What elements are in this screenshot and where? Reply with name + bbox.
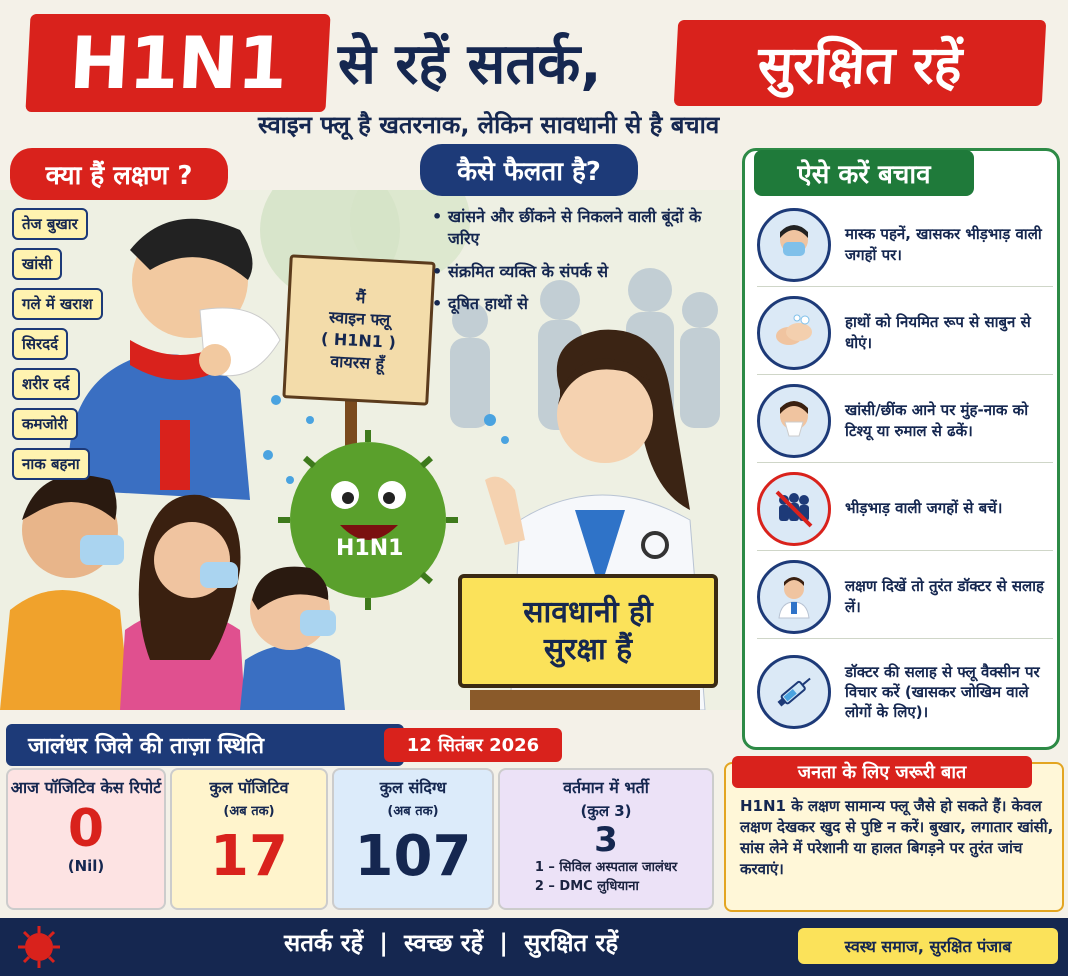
hospital-item: 1 – सिविल अस्पताल जालंधर xyxy=(534,859,678,875)
footer-slogan: सुरक्षित रहें xyxy=(524,929,619,957)
stat-value: 3 xyxy=(594,819,618,860)
symptom-item: कमजोरी xyxy=(12,408,78,440)
symptoms-list xyxy=(12,208,103,480)
footer-badge: स्वस्थ समाज, सुरक्षित पंजाब xyxy=(798,928,1058,964)
prevention-item xyxy=(757,643,1053,741)
prevention-text: खांसी/छींक आने पर मुंह-नाक को टिश्यू या रुमाल से ढकें। xyxy=(845,401,1029,440)
virus-icon xyxy=(14,922,64,972)
doctor-icon xyxy=(757,560,831,634)
title-strain: H1N1 xyxy=(67,21,289,105)
spread-item: • खांसने और छींकने से निकलने वाली बूंदों के जरिए xyxy=(432,206,732,251)
prevention-panel xyxy=(742,148,1060,750)
symptom-item: गले में खराश xyxy=(12,288,103,320)
footer-separator: | xyxy=(499,928,509,957)
syringe-icon xyxy=(757,655,831,729)
stat-note: (Nil) xyxy=(67,856,105,875)
stat-sub: (अब तक) xyxy=(223,803,275,819)
prevention-item xyxy=(757,555,1053,639)
prevention-item xyxy=(757,291,1053,375)
stat-card-total-positive xyxy=(170,768,328,910)
stat-label: कुल पॉजिटिव xyxy=(209,778,289,797)
stat-value: 17 xyxy=(210,823,288,889)
stat-label: कुल संदिग्ध xyxy=(379,778,447,797)
handwash-icon xyxy=(757,296,831,370)
title-strain-banner xyxy=(25,14,330,112)
hospital-item: 2 – DMC लुधियाना xyxy=(534,878,639,894)
board-line: सावधानी ही xyxy=(523,594,653,630)
footer-slogans xyxy=(284,926,618,959)
symptoms-heading: क्या हैं लक्षण ? xyxy=(10,148,228,200)
prevention-item xyxy=(757,203,1053,287)
spread-item: • संक्रमित व्यक्ति के संपर्क से xyxy=(432,261,732,283)
prevention-text: डॉक्टर की सलाह से फ्लू वैक्सीन पर विचार करें (खासकर जोखिम वाले लोगों के लिए)। xyxy=(845,662,1040,722)
public-note-body: H1N1 के लक्षण सामान्य फ्लू जैसे हो सकते हैं। केवल लक्षण देखकर खुद से पुष्टि न करें। बुखार, लगातार खांसी, सांस लेने में परेशानी या हालत बिगड़ने पर तुरंत जांच करवाएं। xyxy=(740,797,1054,878)
page-subtitle: स्वाइन फ्लू है खतरनाक, लेकिन सावधानी से है बचाव xyxy=(258,111,720,139)
symptom-item: खांसी xyxy=(12,248,62,280)
stat-card-today xyxy=(6,768,166,910)
symptom-item: नाक बहना xyxy=(12,448,90,480)
stat-card-admitted xyxy=(498,768,714,910)
stat-sub: (कुल 3) xyxy=(580,801,632,820)
no-crowd-icon xyxy=(757,472,831,546)
stat-label: वर्तमान में भर्ती xyxy=(563,778,649,797)
title-end-banner xyxy=(674,20,1047,106)
spread-list xyxy=(432,206,732,316)
virus-placard xyxy=(282,254,435,405)
prevention-text: हाथों को नियमित रूप से साबुन से धोएं। xyxy=(845,313,1031,352)
status-heading: जालंधर जिले की ताज़ा स्थिति xyxy=(6,724,404,766)
prevention-item xyxy=(757,379,1053,463)
placard-line: मैं xyxy=(355,287,366,308)
stat-label: आज पॉजिटिव केस रिपोर्ट xyxy=(10,778,162,797)
hospital-list xyxy=(535,859,677,897)
title-end: सुरक्षित रहें xyxy=(756,35,964,96)
prevention-text: भीड़भाड़ वाली जगहों से बचें। xyxy=(845,499,1003,518)
mask-icon xyxy=(757,208,831,282)
placard-line: वायरस हूँ xyxy=(329,351,385,373)
stat-value: 107 xyxy=(354,823,472,889)
symptom-item: सिरदर्द xyxy=(12,328,68,360)
tissue-icon xyxy=(757,384,831,458)
stat-sub: (अब तक) xyxy=(387,803,439,819)
title-middle: से रहें सतर्क, xyxy=(338,32,602,97)
caution-board xyxy=(458,574,718,688)
footer-separator: | xyxy=(379,928,389,957)
symptom-item: तेज बुखार xyxy=(12,208,88,240)
board-line: सुरक्षा हैं xyxy=(543,632,633,667)
stat-value: 0 xyxy=(67,798,105,859)
prevention-item xyxy=(757,467,1053,551)
stat-card-suspected xyxy=(332,768,494,910)
prevention-text: लक्षण दिखें तो तुरंत डॉक्टर से सलाह लें। xyxy=(845,577,1044,616)
placard-line: स्वाइन फ्लू xyxy=(328,307,391,331)
virus-label: H1N1 xyxy=(336,536,404,561)
placard-line: ( H1N1 ) xyxy=(320,329,397,352)
spread-item: • दूषित हाथों से xyxy=(432,293,732,315)
status-date: 12 सितंबर 2026 xyxy=(384,728,562,762)
prevention-text: मास्क पहनें, खासकर भीड़भाड़ वाली जगहों पर। xyxy=(845,225,1042,264)
symptom-item: शरीर दर्द xyxy=(12,368,80,400)
prevention-heading: ऐसे करें बचाव xyxy=(754,150,974,196)
footer-slogan: स्वच्छ रहें xyxy=(404,929,484,957)
public-note-heading: जनता के लिए जरूरी बात xyxy=(732,756,1032,788)
spread-heading: कैसे फैलता है? xyxy=(420,144,638,196)
footer-slogan: सतर्क रहें xyxy=(284,929,364,957)
